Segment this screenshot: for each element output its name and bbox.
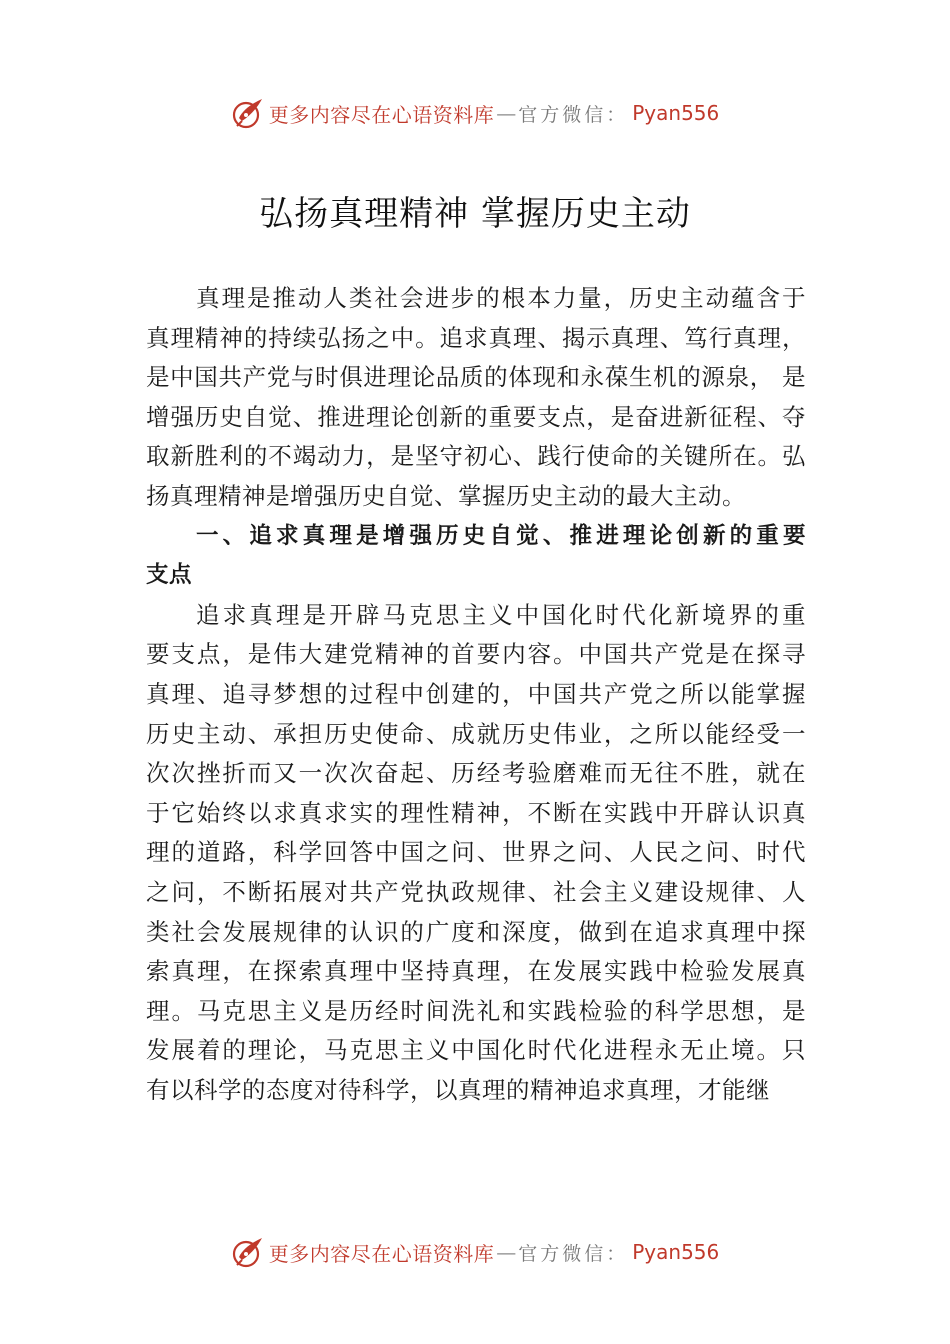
paragraph-line: 之问，不断拓展对共产党执政规律、社会主义建设规律、人: [146, 877, 806, 906]
page-title: 弘扬真理精神 掌握历史主动: [259, 194, 691, 234]
banner-label: 官方微信：: [518, 103, 629, 126]
paragraph-line: 理的道路，科学回答中国之问、世界之问、人民之问、时代: [146, 838, 806, 867]
paragraph-line: 真理是推动人类社会进步的根本力量，历史主动蕴含于: [196, 284, 806, 312]
paragraph-line: 增强历史自觉、推进理论创新的重要支点，是奋进新征程、夺: [146, 402, 806, 431]
quill-nib-logo-icon: [231, 96, 265, 130]
banner-text: 更多内容尽在心语资料库: [268, 102, 495, 127]
banner-separator: —: [496, 1240, 517, 1264]
banner-text: 更多内容尽在心语资料库: [268, 1241, 495, 1266]
paragraph-line: 有以科学的态度对待科学，以真理的精神追求真理，才能继: [146, 1075, 770, 1104]
paragraph-line: 理。马克思主义是历经时间洗礼和实践检验的科学思想，是: [146, 996, 806, 1025]
paragraph-line: 历史主动、承担历史使命、成就历史伟业，之所以能经受一: [146, 719, 806, 748]
paragraph-line: 索真理，在探索真理中坚持真理，在发展实践中检验发展真: [146, 957, 806, 986]
section-heading-line: 一、追求真理是增强历史自觉、推进理论创新的重要: [196, 522, 806, 549]
quill-nib-logo-icon: [231, 1235, 265, 1269]
paragraph-line: 发展着的理论，马克思主义中国化时代化进程永无止境。只: [146, 1036, 806, 1065]
footer-banner: [0, 1232, 950, 1272]
paragraph-line: 取新胜利的不竭动力，是坚守初心、践行使命的关键所在。弘: [146, 442, 806, 471]
paragraph-line: 追求真理是开辟马克思主义中国化时代化新境界的重: [196, 600, 806, 629]
document-body: [146, 279, 806, 1110]
section-heading-line: 支点: [146, 562, 193, 589]
banner-separator: —: [496, 101, 517, 125]
paragraph-line: 真理精神的持续弘扬之中。追求真理、揭示真理、笃行真理，: [146, 323, 806, 352]
paragraph-line: 要支点，是伟大建党精神的首要内容。中国共产党是在探寻: [146, 640, 806, 669]
banner-label: 官方微信：: [518, 1242, 629, 1265]
header-banner: [0, 93, 950, 133]
paragraph-line: 扬真理精神是增强历史自觉、掌握历史主动的最大主动。: [146, 481, 746, 510]
paragraph-line: 于它始终以求真求实的理性精神，不断在实践中开辟认识真: [146, 798, 806, 827]
paragraph-line: 类社会发展规律的认识的广度和深度，做到在追求真理中探: [146, 917, 806, 946]
paragraph-line: 真理、追寻梦想的过程中创建的，中国共产党之所以能掌握: [146, 679, 806, 708]
banner-account: Pyan556: [632, 101, 720, 125]
banner-account: Pyan556: [632, 1240, 720, 1264]
paragraph-line: 是中国共产党与时俱进理论品质的体现和永葆生机的源泉， 是: [146, 363, 806, 392]
paragraph-line: 次次挫折而又一次次奋起、历经考验磨难而无往不胜，就在: [146, 759, 806, 788]
